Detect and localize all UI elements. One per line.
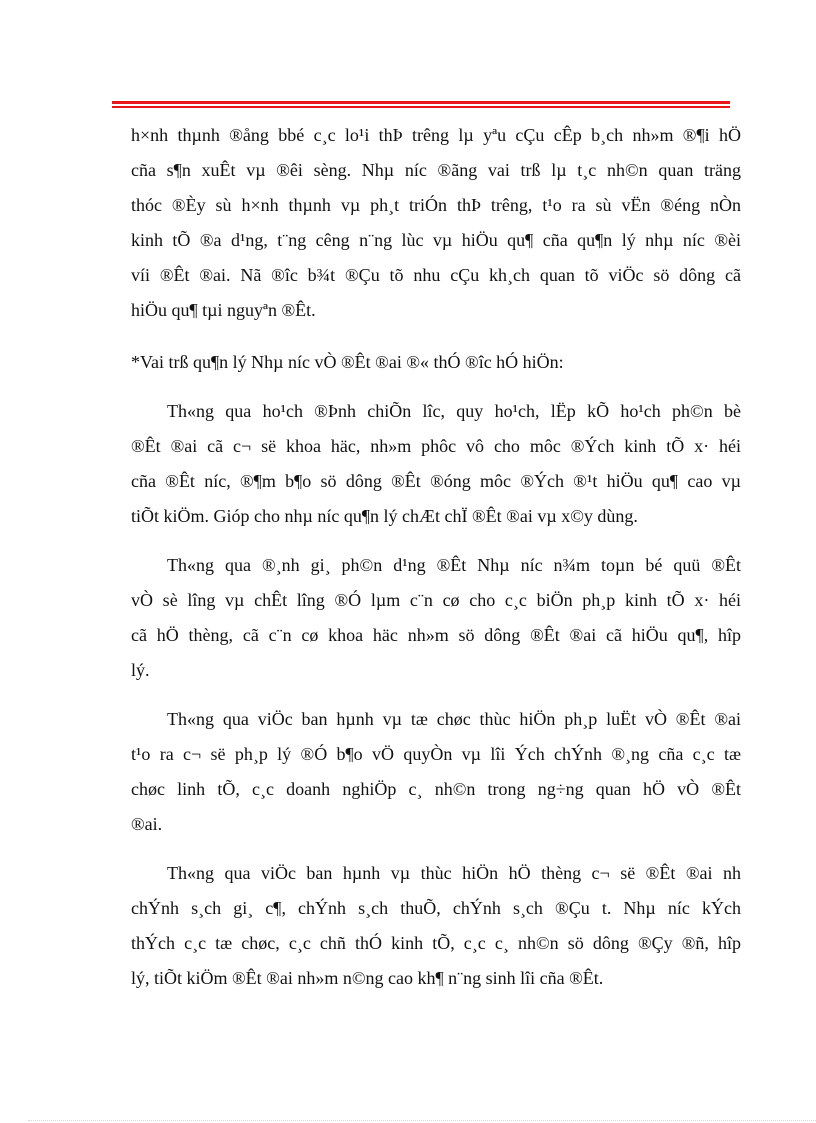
text-line: Th«ng qua ®¸nh gi¸ ph©n d¹ng ®Êt Nhµ níc n¾m toµn bé quü ®Êt xyxy=(167,555,741,575)
header-rule xyxy=(112,101,730,104)
text-line: hiÖu qu¶ tµi nguyªn ®Êt. xyxy=(131,300,316,320)
text-line: cña ®Êt níc, ®¶m b¶o sö dông ®Êt ®óng môc ®Ých ®¹t hiÖu qu¶ cao vµ xyxy=(131,471,741,491)
text-line: Th«ng qua ho¹ch ®Þnh chiÕn lîc, quy ho¹ch, lËp kÕ ho¹ch ph©n bè xyxy=(167,401,741,421)
paragraph-3 xyxy=(131,394,741,534)
paragraph-2 xyxy=(131,345,741,380)
text-line: víi ®Êt ®ai. Nã ®îc b¾t ®Çu tõ nhu cÇu kh¸ch quan tõ viÖc sö dông cã xyxy=(131,265,741,285)
text-line: Th«ng qua viÖc ban hµnh vµ thùc hiÖn hÖ thèng c¬ së ®Êt ®ai nh xyxy=(167,863,741,883)
text-line: chÝnh s¸ch gi¸ c¶, chÝnh s¸ch thuÕ, chÝnh s¸ch ®Çu t. Nhµ níc kÝch xyxy=(131,898,741,918)
text-line: cña s¶n xuÊt vµ ®êi sèng. Nhµ níc ®ãng vai trß lµ t¸c nh©n quan träng xyxy=(131,160,741,180)
paragraph-1 xyxy=(131,118,741,328)
header-rule-secondary xyxy=(112,106,730,108)
text-line: kinh tÕ ®a d¹ng, t¨ng cêng n¨ng lùc vµ hiÖu qu¶ cña qu¶n lý nhµ níc ®èi xyxy=(131,230,741,250)
paragraph-6 xyxy=(131,856,741,996)
text-line: t¹o ra c¬ së ph¸p lý ®Ó b¶o vÖ quyÒn vµ lîi Ých chÝnh ®¸ng cña c¸c tæ xyxy=(131,744,741,764)
page-body xyxy=(131,118,741,996)
paragraph-4 xyxy=(131,548,741,688)
text-line: Th«ng qua viÖc ban hµnh vµ tæ chøc thùc hiÖn ph¸p luËt vÒ ®Êt ®ai xyxy=(167,709,741,729)
text-line: vÒ sè lîng vµ chÊt lîng ®Ó lµm c¨n cø cho c¸c biÖn ph¸p kinh tÕ x· héi xyxy=(131,590,741,610)
text-line: ®ai. xyxy=(131,814,163,834)
text-line: thóc ®Èy sù h×nh thµnh vµ ph¸t triÓn thÞ trêng, t¹o ra sù vËn ®éng nÒn xyxy=(131,195,741,215)
text-line: chøc linh tÕ, c¸c doanh nghiÖp c¸ nh©n trong ng÷ng quan hÖ vÒ ®Êt xyxy=(131,779,741,799)
text-line: tiÕt kiÖm. Gióp cho nhµ níc qu¶n lý chÆt chÏ ®Êt ®ai vµ x©y dùng. xyxy=(131,506,638,526)
text-line: thÝch c¸c tæ chøc, c¸c chñ thÓ kinh tÕ, c¸c c¸ nh©n sö dông ®Çy ®ñ, hîp xyxy=(131,933,741,953)
text-line: h×nh thµnh ®ång bbé c¸c lo¹i thÞ trêng lµ yªu cÇu cÊp b¸ch nh»m ®¶i hÖ xyxy=(131,125,741,145)
text-line: ®Êt ®ai cã c¬ së khoa häc, nh»m phôc vô cho môc ®Ých kinh tÕ x· héi xyxy=(131,436,741,456)
paragraph-5 xyxy=(131,702,741,842)
text-line: *Vai trß qu¶n lý Nhµ níc vÒ ®Êt ®ai ®« thÓ ®îc hÓ hiÖn: xyxy=(131,352,564,372)
page-bottom-border xyxy=(28,1120,816,1121)
text-line: lý. xyxy=(131,660,150,680)
text-line: lý, tiÕt kiÖm ®Êt ®ai nh»m n©ng cao kh¶ n¨ng sinh lîi cña ®Êt. xyxy=(131,968,604,988)
text-line: cã hÖ thèng, cã c¨n cø khoa häc nh»m sö dông ®Êt ®ai cã hiÖu qu¶, hîp xyxy=(131,625,741,645)
